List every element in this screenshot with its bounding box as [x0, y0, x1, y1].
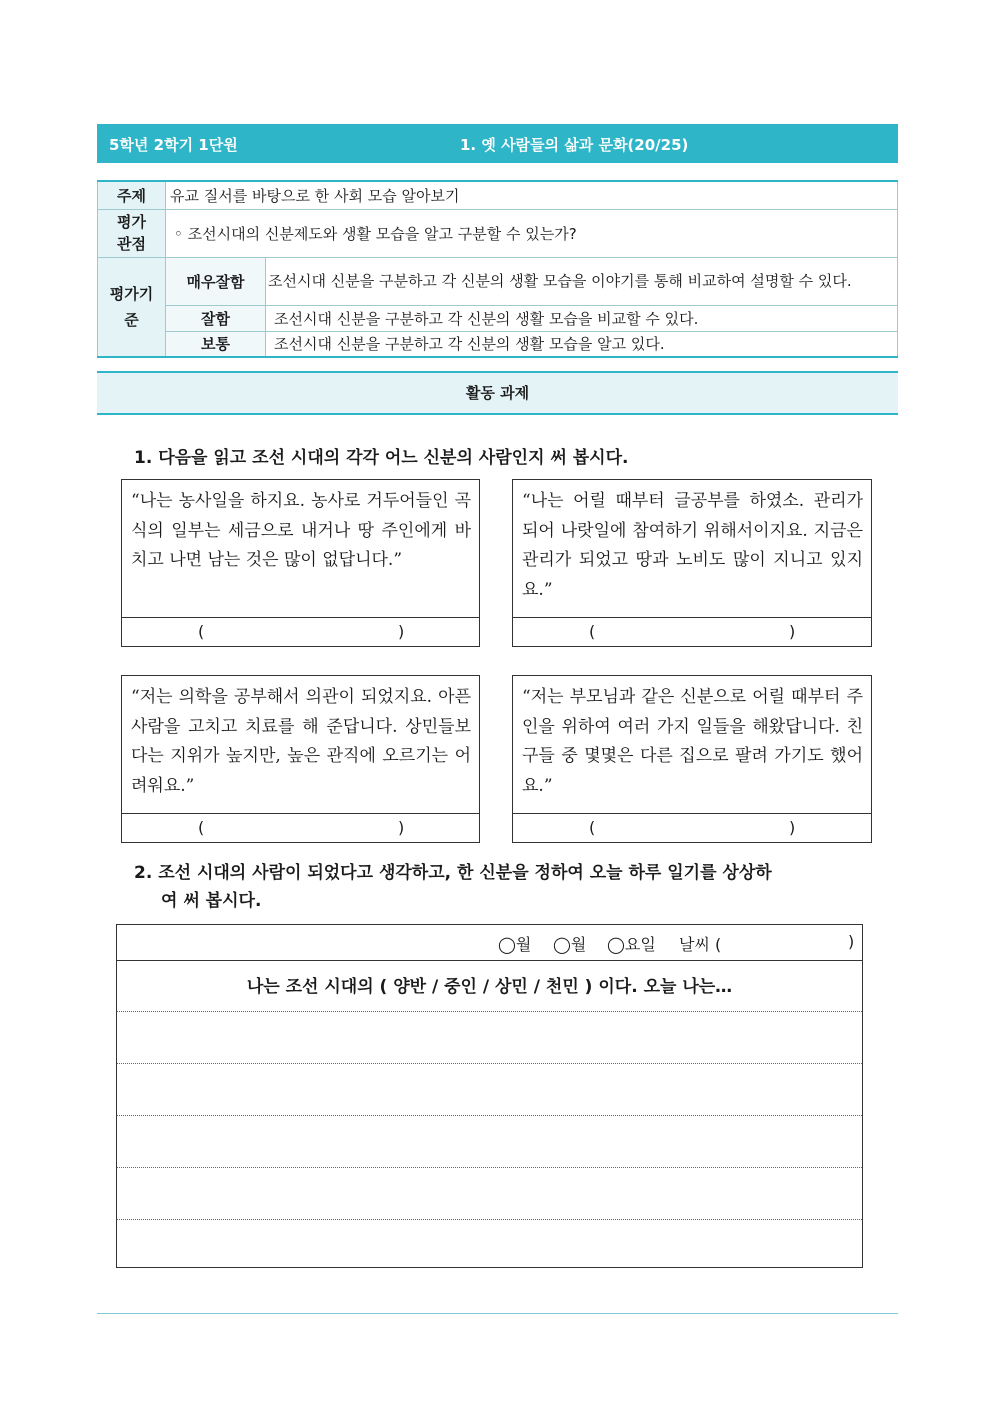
quote-card — [512, 479, 872, 647]
level-desc: 조선시대 신분을 구분하고 각 신분의 생활 모습을 알고 있다. — [266, 331, 898, 357]
evaluation-table — [97, 180, 898, 358]
unit-label: 5학년 2학기 1단원 — [109, 136, 238, 154]
diary-starter: 나는 조선 시대의 ( 양반 / 중인 / 상민 / 천민 ) 이다. 오늘 나는… — [117, 961, 862, 1012]
paren-open: ( — [589, 818, 596, 837]
paren-open: ( — [198, 622, 205, 641]
diary-day: ◯월 — [553, 935, 587, 954]
diary-weather: 날씨 ( — [679, 935, 722, 954]
view-label-line1: 평가 — [117, 213, 146, 231]
criteria-label-line1: 평가기 — [109, 284, 154, 303]
criteria-label-line2: 준 — [124, 310, 139, 329]
quote-text: “나는 어릴 때부터 글공부를 하였소. 관리가 되어 나랏일에 참여하기 위해서이지요. 지금은 관리가 되었고 땅과 노비도 많이 지니고 있지요.” — [513, 480, 871, 618]
level-desc: 조선시대 신분을 구분하고 각 신분의 생활 모습을 비교할 수 있다. — [266, 305, 898, 331]
answer-field[interactable] — [122, 618, 479, 648]
quote-card — [512, 675, 872, 843]
question-1: 1. 다음을 읽고 조선 시대의 각각 어느 신분의 사람인지 써 봅시다. — [134, 448, 629, 468]
answer-field[interactable] — [122, 814, 479, 844]
quote-text: “저는 부모님과 같은 신분으로 어릴 때부터 주인을 위하여 여러 가지 일들을 해왔답니다. 친구들 중 몇몇은 다른 집으로 팔려 가기도 했어요.” — [513, 676, 871, 814]
paren-close: ) — [789, 622, 796, 641]
question-2-line2: 여 써 봅시다. — [161, 891, 262, 911]
diary-date-row — [117, 925, 862, 961]
quote-text: “저는 의학을 공부해서 의관이 되었지요. 아픈 사람을 고치고 치료를 해 준답니다. 상민들보다는 지위가 높지만, 높은 관직에 오르기는 어려워요.” — [122, 676, 479, 814]
answer-field[interactable] — [513, 618, 871, 648]
question-2-line1: 2. 조선 시대의 사람이 되었다고 생각하고, 한 신분을 정하여 오늘 하루 일기를 상상하 — [134, 863, 772, 883]
diary-writing-line[interactable] — [117, 1064, 862, 1116]
diary-month: ◯월 — [498, 935, 532, 954]
diary-box — [116, 924, 863, 1268]
topic-label: 주제 — [98, 181, 166, 209]
quote-card — [121, 675, 480, 843]
diary-writing-line[interactable] — [117, 1012, 862, 1064]
answer-field[interactable] — [513, 814, 871, 844]
worksheet-header — [97, 124, 898, 163]
footer-divider — [97, 1313, 898, 1314]
paren-close: ) — [398, 622, 405, 641]
paren-close: ) — [789, 818, 796, 837]
topic-text: 유교 질서를 바탕으로 한 사회 모습 알아보기 — [166, 181, 898, 209]
level-desc: 조선시대 신분을 구분하고 각 신분의 생활 모습을 이야기를 통해 비교하여 설명할 수 있다. — [266, 257, 898, 305]
quote-text: “나는 농사일을 하지요. 농사로 거두어들인 곡식의 일부는 세금으로 내거나 땅 주인에게 바치고 나면 남는 것은 많이 없답니다.” — [122, 480, 479, 618]
diary-weekday: ◯요일 — [607, 935, 656, 954]
level-label: 잘함 — [166, 305, 266, 331]
view-label-line2: 관점 — [117, 235, 146, 253]
paren-open: ( — [589, 622, 596, 641]
view-text: ◦ 조선시대의 신분제도와 생활 모습을 알고 구분할 수 있는가? — [166, 209, 898, 257]
criteria-label — [98, 257, 166, 357]
diary-writing-line[interactable] — [117, 1116, 862, 1168]
level-label: 보통 — [166, 331, 266, 357]
paren-open: ( — [198, 818, 205, 837]
diary-writing-line[interactable] — [117, 1220, 862, 1271]
paren-close: ) — [398, 818, 405, 837]
quote-card — [121, 479, 480, 647]
view-label — [98, 209, 166, 257]
level-label: 매우잘함 — [166, 257, 266, 305]
activity-title: 활동 과제 — [97, 371, 898, 415]
diary-writing-line[interactable] — [117, 1168, 862, 1220]
diary-weather-close: ) — [848, 932, 855, 951]
lesson-title: 1. 옛 사람들의 삶과 문화(20/25) — [460, 136, 689, 154]
